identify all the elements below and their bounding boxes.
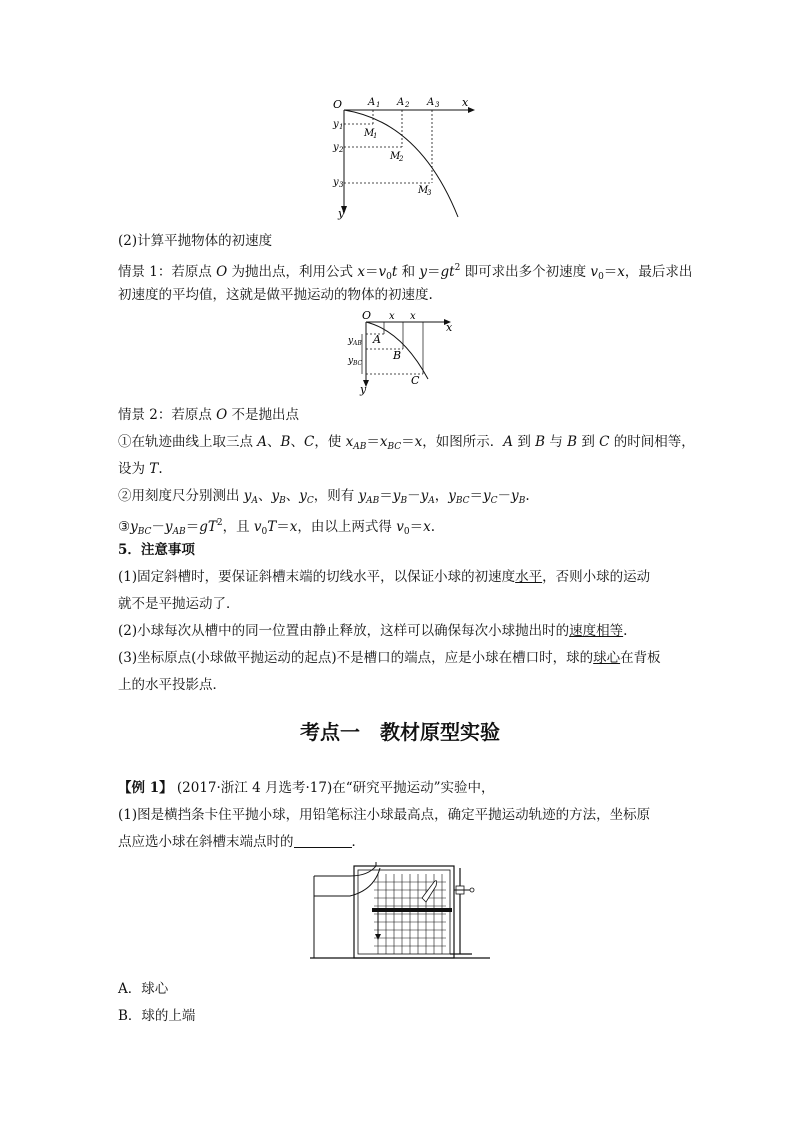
- text: ，且: [222, 519, 254, 535]
- fig1-m1: M: [364, 128, 375, 139]
- fig2-yab-label: y: [348, 336, 354, 346]
- text: ，则有: [313, 488, 359, 504]
- fig2-ybc-label: y: [348, 356, 354, 366]
- text: v: [396, 519, 404, 535]
- text: 在背板: [620, 650, 661, 666]
- fig1-y1-sub: 1: [339, 123, 344, 131]
- text: 到: [577, 434, 600, 450]
- text: 情景 2：若原点: [118, 407, 217, 423]
- text: ，使: [314, 434, 346, 450]
- note-1-line2: 就不是平抛运动了．: [118, 596, 240, 612]
- text: 0: [261, 527, 268, 537]
- text: ＝: [379, 488, 393, 504]
- text: y: [420, 488, 429, 504]
- text: y: [164, 519, 173, 535]
- text: A: [251, 496, 258, 506]
- fig1-y2: y: [333, 142, 339, 153]
- text: ②用刻度尺分别测出: [118, 488, 244, 504]
- text: y: [483, 488, 491, 504]
- text: (1)固定斜槽时，要保证斜槽末端的切线水平，以保证小球的初速度: [118, 569, 516, 585]
- text: BC: [387, 442, 402, 452]
- text: －: [407, 488, 421, 504]
- text: 、: [290, 434, 304, 450]
- text: C: [599, 434, 610, 450]
- fig1-y-axis-label: y: [338, 207, 345, 220]
- text: (3)坐标原点(小球做平抛运动的起点)不是槽口的端点，应是小球在槽口时，球的: [118, 650, 594, 666]
- text: v: [378, 264, 387, 280]
- text: 2: [454, 263, 461, 273]
- fig1-trajectory-curve: [344, 110, 458, 217]
- fig1-m3: M: [418, 185, 429, 196]
- text: B: [280, 434, 291, 450]
- scene2-step1-line2: [118, 459, 163, 479]
- text: .: [158, 461, 163, 477]
- text: 0: [598, 272, 604, 282]
- fig2-yab-sub: AB: [353, 340, 362, 347]
- text: A: [257, 434, 268, 450]
- section-heading: 考点一 教材原型实验: [300, 720, 500, 744]
- fig1-m2: M: [390, 151, 401, 162]
- text: 水平: [515, 569, 543, 585]
- text: A: [503, 434, 514, 450]
- note-3-line2: 上的水平投影点．: [118, 677, 226, 693]
- text: O: [216, 264, 228, 280]
- text: y: [130, 519, 138, 535]
- section-2-title: (2)计算平抛物体的初速度: [118, 233, 273, 249]
- note-1-line1: [118, 567, 650, 587]
- example-header: [118, 778, 495, 798]
- fig2-point-a: A: [373, 333, 381, 346]
- apparatus-figure: [310, 858, 490, 968]
- text: ＝: [427, 264, 441, 280]
- option-b[interactable]: B．球的上端: [118, 1008, 196, 1024]
- fig2-x1-label: x: [389, 311, 395, 322]
- text: A: [428, 496, 435, 506]
- text: B: [535, 434, 546, 450]
- fig1-a1: A: [368, 97, 376, 108]
- text: B: [400, 496, 408, 506]
- text: x: [423, 519, 431, 535]
- text: x: [289, 519, 298, 535]
- text: y: [271, 488, 280, 504]
- text: y: [419, 264, 428, 280]
- text: 球心: [593, 650, 621, 666]
- fig2-point-b: B: [393, 349, 402, 362]
- text: y: [392, 488, 401, 504]
- example-q1-line1: (1)图是横挡条卡住平抛小球，用铅笔标注小球最高点，确定平抛运动轨迹的方法，坐标原: [118, 807, 651, 823]
- text: B: [567, 434, 578, 450]
- fig1-a2-sub: 2: [405, 101, 410, 109]
- text: (2)小球每次从槽中的同一位置由静止释放，这样可以确保每次小球抛出时的: [118, 623, 570, 639]
- text: －: [151, 519, 165, 535]
- fig1-a2: A: [397, 97, 405, 108]
- trajectory-figure-2: [340, 309, 460, 397]
- fig2-point-c: C: [411, 374, 420, 387]
- text: C: [490, 496, 498, 506]
- text: ＝: [364, 264, 379, 280]
- text: ＝: [603, 264, 618, 280]
- fig1-m2-sub: 2: [399, 155, 404, 163]
- text: 、: [257, 488, 272, 504]
- text: x: [617, 264, 625, 280]
- text: v: [253, 519, 262, 535]
- text: 即可求出多个初速度: [460, 264, 591, 280]
- text: ①在轨迹曲线上取三点: [118, 434, 258, 450]
- text: y: [511, 488, 519, 504]
- text: －: [497, 488, 512, 504]
- text: 0: [403, 527, 410, 537]
- fig2-x2-label: x: [410, 311, 416, 322]
- text: y: [448, 488, 456, 504]
- text: ，最后求出: [624, 264, 693, 280]
- text: .: [525, 488, 530, 504]
- text: x: [379, 434, 388, 450]
- text: 设为: [118, 461, 150, 477]
- note-2: [118, 621, 627, 641]
- fig1-m1-sub: 1: [373, 132, 378, 140]
- text: C: [306, 496, 314, 506]
- text: 2: [216, 518, 223, 528]
- example-tag: 【例 1】: [118, 780, 173, 796]
- trajectory-figure-1: [330, 92, 480, 220]
- text: t: [391, 264, 398, 280]
- text: T: [149, 461, 159, 477]
- example-q1-line2: [118, 832, 365, 852]
- text: 与: [545, 434, 568, 450]
- text: (2017·浙江 4 月选考·17)在“研究平抛运动”实验中，: [172, 780, 495, 796]
- text: 情景 1：若原点: [118, 264, 217, 280]
- text: 、: [267, 434, 281, 450]
- text: x: [345, 434, 354, 450]
- text: 为抛出点，利用公式: [227, 264, 358, 280]
- fig1-a3-sub: 3: [435, 101, 440, 109]
- text: ，: [434, 488, 449, 504]
- text: ＝: [366, 434, 380, 450]
- text: gT: [199, 519, 217, 535]
- fig1-y2-sub: 2: [339, 146, 344, 154]
- text: ③: [118, 519, 131, 535]
- text: 点应选小球在斜槽末端点时的: [118, 834, 294, 850]
- scene2-step1-line1: [118, 432, 695, 457]
- text: 速度相等: [569, 623, 624, 639]
- text: B: [279, 496, 286, 506]
- fig2-origin-label: O: [362, 309, 372, 322]
- fig1-m3-sub: 3: [427, 189, 432, 197]
- text: .: [623, 623, 628, 639]
- fig1-a1-sub: 1: [376, 101, 381, 109]
- text: O: [216, 407, 228, 423]
- text: x: [357, 264, 365, 280]
- text: ＝: [185, 519, 200, 535]
- scene2-title: [118, 405, 299, 425]
- fig2-x-axis-label: x: [446, 321, 453, 334]
- text: BC: [137, 527, 152, 537]
- text: B: [518, 496, 526, 506]
- fig2-ybc-sub: BC: [353, 360, 363, 367]
- answer-blank[interactable]: [294, 833, 352, 848]
- text: y: [299, 488, 307, 504]
- text: 0: [386, 272, 392, 282]
- scene2-step3: [118, 513, 435, 542]
- text: gt: [440, 264, 455, 280]
- text: v: [590, 264, 599, 280]
- text: ＝: [469, 488, 484, 504]
- text: C: [303, 434, 315, 450]
- text: ，否则小球的运动: [542, 569, 651, 585]
- text: y: [358, 488, 367, 504]
- text: AB: [366, 496, 380, 506]
- note-3-line1: [118, 648, 661, 668]
- fig1-y3-sub: 3: [339, 181, 344, 189]
- fig1-y3: y: [333, 177, 339, 188]
- fig1-origin-label: O: [333, 98, 343, 111]
- text: x: [414, 434, 423, 450]
- option-a[interactable]: A．球心: [118, 981, 169, 997]
- fig1-x-axis-label: x: [462, 96, 469, 109]
- text: AB: [172, 527, 186, 537]
- notes-title: 5．注意事项: [118, 542, 195, 558]
- text: ，如图所示．: [422, 434, 504, 450]
- text: ＝: [401, 434, 415, 450]
- text: 和: [397, 264, 420, 280]
- scene2-step2: [118, 486, 530, 511]
- text: BC: [455, 496, 470, 506]
- text: 到: [513, 434, 536, 450]
- text: AB: [353, 442, 367, 452]
- text: 、: [285, 488, 300, 504]
- fig1-y1: y: [333, 119, 339, 130]
- text: y: [243, 488, 252, 504]
- text: ＝: [409, 519, 424, 535]
- scene1-line2: 初速度的平均值，这就是做平抛运动的物体的初速度.: [118, 287, 433, 303]
- fig1-a3: A: [427, 97, 435, 108]
- text: ＝: [276, 519, 290, 535]
- text: .: [430, 519, 435, 535]
- scene1-line1: [118, 258, 692, 287]
- text: T: [267, 519, 277, 535]
- text: ，由以上两式得: [297, 519, 397, 535]
- fig2-y-axis-label: y: [360, 383, 367, 396]
- text: 不是抛出点: [227, 407, 300, 423]
- text: ．: [351, 834, 365, 850]
- text: 的时间相等，: [609, 434, 695, 450]
